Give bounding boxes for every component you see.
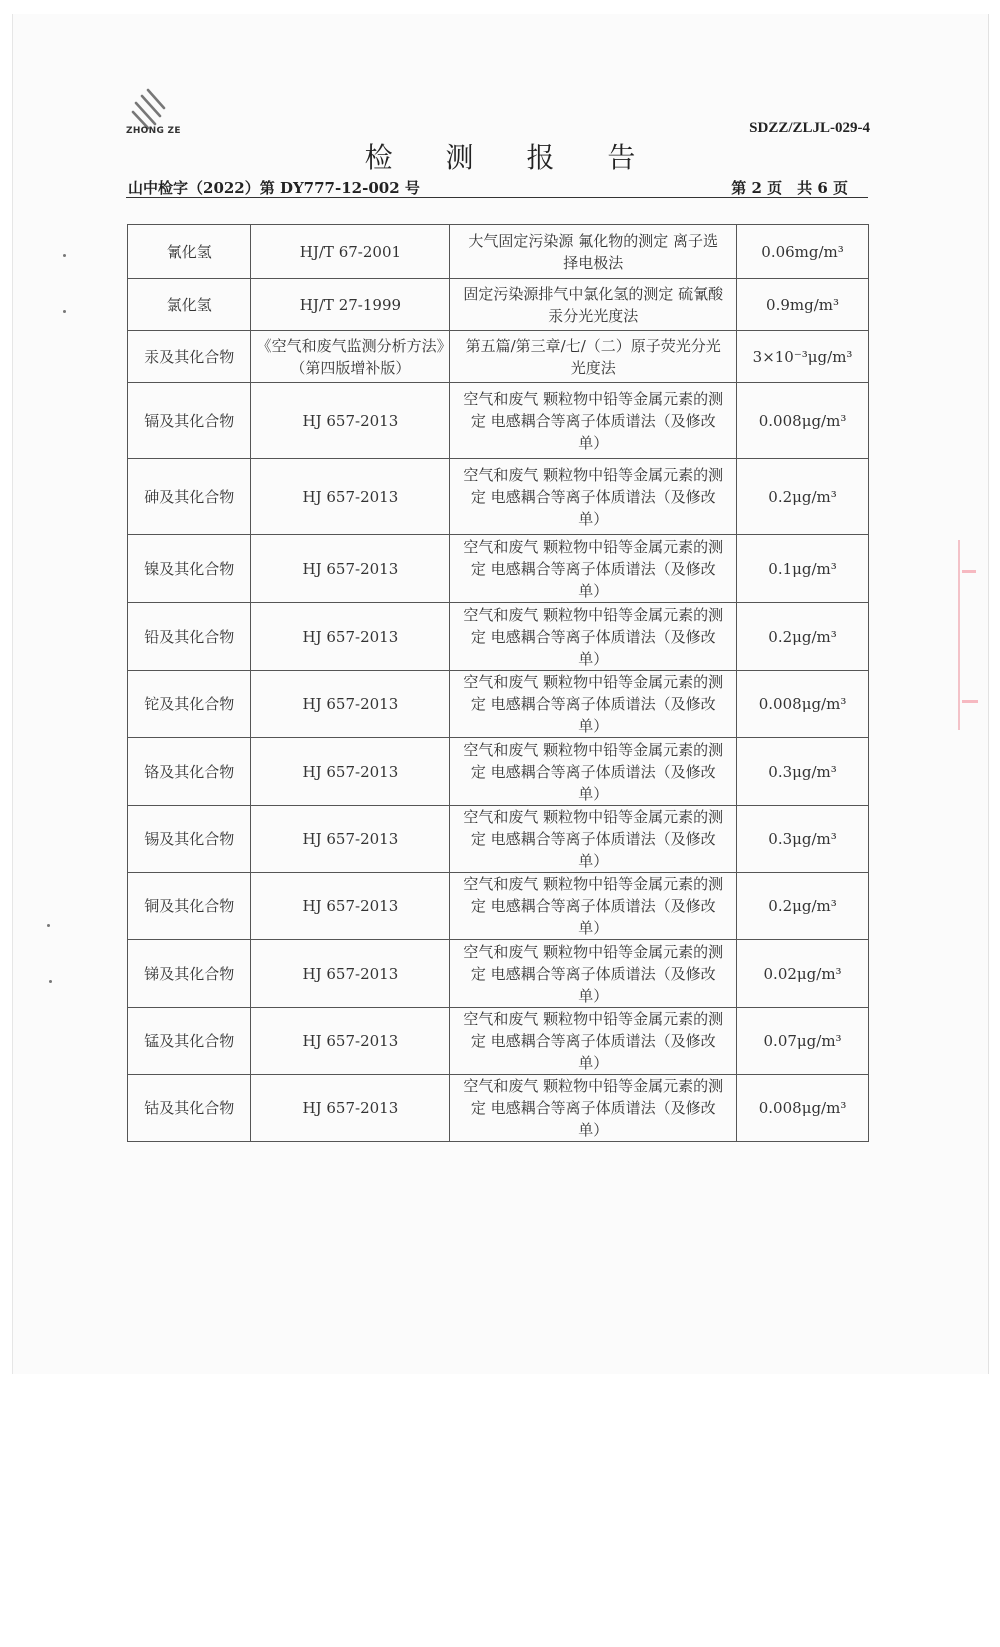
document-code: SDZZ/ZLJL-029-4 <box>749 120 870 136</box>
detection-limit-cell <box>737 671 869 738</box>
scan-speck <box>63 310 66 313</box>
analyte-cell-text: 汞及其化合物 <box>144 347 235 366</box>
method-cell <box>450 459 737 535</box>
detection-limit-cell <box>737 940 869 1008</box>
page-title: 检 测 报 告 <box>364 141 658 174</box>
analyte-cell <box>128 1075 251 1142</box>
detection-limit-cell-text: 0.06mg/m³ <box>761 242 844 261</box>
method-cell <box>450 940 737 1008</box>
detection-limit-cell <box>737 225 869 279</box>
analyte-cell <box>128 535 251 603</box>
detection-limit-cell <box>737 603 869 671</box>
method-cell <box>450 331 737 383</box>
table-row <box>128 1008 869 1075</box>
page-counter: 第 2 页 共 6 页 <box>731 179 848 197</box>
analyte-cell-text: 氰化氢 <box>166 242 212 261</box>
method-cell-text: 空气和废气 颗粒物中铅等金属元素的测定 电感耦合等离子体质谱法（及修改单） <box>463 875 724 937</box>
method-cell-text: 空气和废气 颗粒物中铅等金属元素的测定 电感耦合等离子体质谱法（及修改单） <box>463 1010 724 1072</box>
detection-limit-cell <box>737 383 869 459</box>
analyte-cell <box>128 603 251 671</box>
table-row <box>128 459 869 535</box>
method-cell-text: 空气和废气 颗粒物中铅等金属元素的测定 电感耦合等离子体质谱法（及修改单） <box>463 465 724 528</box>
method-cell <box>450 535 737 603</box>
scan-speck <box>49 980 52 983</box>
analyte-cell-text: 砷及其化合物 <box>144 487 235 506</box>
method-cell-text: 空气和废气 颗粒物中铅等金属元素的测定 电感耦合等离子体质谱法（及修改单） <box>463 605 724 668</box>
standard-cell <box>251 535 450 603</box>
detection-limit-cell-text: 0.02μg/m³ <box>763 964 842 983</box>
table-row <box>128 535 869 603</box>
method-cell <box>450 225 737 279</box>
standard-cell <box>251 331 450 383</box>
detection-limit-cell-text: 0.3μg/m³ <box>768 830 837 848</box>
logo-text: ZHONG ZE <box>126 126 181 136</box>
method-cell-text: 大气固定污染源 氟化物的测定 离子选择电极法 <box>468 231 718 272</box>
detection-limit-cell <box>737 535 869 603</box>
standard-cell-text: HJ 657-2013 <box>302 627 399 646</box>
table-row <box>128 225 869 279</box>
analyte-cell <box>128 459 251 535</box>
method-cell-text: 固定污染源排气中氯化氢的测定 硫氰酸汞分光光度法 <box>463 284 724 325</box>
method-cell-text: 空气和废气 颗粒物中铅等金属元素的测定 电感耦合等离子体质谱法（及修改单） <box>463 673 724 735</box>
detection-limit-cell-text: 0.2μg/m³ <box>768 487 837 506</box>
standard-cell <box>251 671 450 738</box>
method-cell-text: 空气和废气 颗粒物中铅等金属元素的测定 电感耦合等离子体质谱法（及修改单） <box>463 808 724 870</box>
standard-cell-text: HJ 657-2013 <box>302 487 399 506</box>
detection-limit-cell <box>737 1075 869 1142</box>
method-cell <box>450 1075 737 1142</box>
analyte-cell-text: 铜及其化合物 <box>144 897 235 915</box>
table-row <box>128 1075 869 1142</box>
detection-limit-cell <box>737 331 869 383</box>
standard-cell <box>251 603 450 671</box>
analyte-cell-text: 钴及其化合物 <box>144 1099 235 1117</box>
detection-limit-cell-text: 0.008μg/m³ <box>758 695 847 713</box>
scan-speck <box>47 924 50 927</box>
analyte-cell <box>128 279 251 331</box>
standard-cell <box>251 738 450 806</box>
standard-cell <box>251 279 450 331</box>
analyte-cell <box>128 671 251 738</box>
test-method-table <box>127 224 869 1142</box>
standard-cell-text: HJ 657-2013 <box>302 411 399 430</box>
standard-cell-text: HJ 657-2013 <box>302 964 399 983</box>
detection-limit-cell-text: 0.1μg/m³ <box>768 559 837 578</box>
analyte-cell-text: 铬及其化合物 <box>144 762 235 781</box>
method-cell <box>450 279 737 331</box>
standard-cell-text: HJ 657-2013 <box>302 1099 399 1117</box>
standard-cell <box>251 383 450 459</box>
analyte-cell <box>128 225 251 279</box>
analyte-cell-text: 锰及其化合物 <box>144 1032 235 1050</box>
detection-limit-cell <box>737 459 869 535</box>
method-cell <box>450 873 737 940</box>
method-cell <box>450 603 737 671</box>
method-cell-text: 空气和废气 颗粒物中铅等金属元素的测定 电感耦合等离子体质谱法（及修改单） <box>463 389 724 452</box>
method-cell-text: 空气和废气 颗粒物中铅等金属元素的测定 电感耦合等离子体质谱法（及修改单） <box>463 740 724 803</box>
analyte-cell-text: 铊及其化合物 <box>144 695 235 713</box>
standard-cell <box>251 873 450 940</box>
table-row <box>128 383 869 459</box>
standard-cell-text: HJ 657-2013 <box>302 897 399 915</box>
detection-limit-cell-text: 0.07μg/m³ <box>763 1032 842 1050</box>
detection-limit-cell-text: 0.9mg/m³ <box>766 295 840 314</box>
table-row <box>128 671 869 738</box>
standard-cell-text: HJ 657-2013 <box>302 559 399 578</box>
analyte-cell <box>128 383 251 459</box>
analyte-cell <box>128 331 251 383</box>
header-divider <box>126 197 868 198</box>
standard-cell <box>251 1075 450 1142</box>
detection-limit-cell-text: 0.2μg/m³ <box>768 897 837 915</box>
standard-cell-text: HJ 657-2013 <box>302 762 399 781</box>
red-seal-edge <box>958 540 984 730</box>
detection-limit-cell-text: 0.2μg/m³ <box>768 627 837 646</box>
analyte-cell <box>128 873 251 940</box>
analyte-cell-text: 氯化氢 <box>166 295 212 314</box>
detection-limit-cell <box>737 279 869 331</box>
analyte-cell-text: 锡及其化合物 <box>144 830 235 848</box>
standard-cell-text: 《空气和废气监测分析方法》（第四版增补版） <box>256 336 445 377</box>
method-cell-text: 空气和废气 颗粒物中铅等金属元素的测定 电感耦合等离子体质谱法（及修改单） <box>463 942 724 1005</box>
standard-cell <box>251 806 450 873</box>
detection-limit-cell <box>737 738 869 806</box>
analyte-cell <box>128 738 251 806</box>
detection-limit-cell <box>737 1008 869 1075</box>
detection-limit-cell-text: 0.008μg/m³ <box>758 1099 847 1117</box>
standard-cell <box>251 1008 450 1075</box>
detection-limit-cell <box>737 873 869 940</box>
table-row <box>128 279 869 331</box>
method-cell <box>450 383 737 459</box>
table-row <box>128 806 869 873</box>
standard-cell-text: HJ 657-2013 <box>302 695 399 713</box>
method-cell <box>450 671 737 738</box>
detection-limit-cell-text: 0.008μg/m³ <box>758 411 847 430</box>
standard-cell-text: HJ/T 27-1999 <box>299 295 402 314</box>
table-row <box>128 603 869 671</box>
analyte-cell <box>128 806 251 873</box>
standard-cell <box>251 225 450 279</box>
method-cell <box>450 806 737 873</box>
analyte-cell <box>128 940 251 1008</box>
detection-limit-cell-text: 0.3μg/m³ <box>768 762 837 781</box>
analyte-cell-text: 铅及其化合物 <box>144 627 235 646</box>
analyte-cell <box>128 1008 251 1075</box>
report-number: 山中检字（2022）第 DY777-12-002 号 <box>128 179 420 197</box>
standard-cell <box>251 940 450 1008</box>
standard-cell <box>251 459 450 535</box>
method-cell <box>450 1008 737 1075</box>
analyte-cell-text: 镍及其化合物 <box>144 559 235 578</box>
scan-speck <box>63 254 66 257</box>
table-row <box>128 940 869 1008</box>
standard-cell-text: HJ 657-2013 <box>302 1032 399 1050</box>
analyte-cell-text: 镉及其化合物 <box>144 411 235 430</box>
table-row <box>128 873 869 940</box>
method-cell-text: 空气和废气 颗粒物中铅等金属元素的测定 电感耦合等离子体质谱法（及修改单） <box>463 1077 724 1139</box>
standard-cell-text: HJ/T 67-2001 <box>299 242 402 261</box>
table-row <box>128 331 869 383</box>
method-cell <box>450 738 737 806</box>
method-cell-text: 空气和废气 颗粒物中铅等金属元素的测定 电感耦合等离子体质谱法（及修改单） <box>463 537 724 600</box>
detection-limit-cell <box>737 806 869 873</box>
detection-limit-cell-text: 3×10⁻³μg/m³ <box>752 347 853 366</box>
standard-cell-text: HJ 657-2013 <box>302 830 399 848</box>
table-row <box>128 738 869 806</box>
analyte-cell-text: 锑及其化合物 <box>144 964 235 983</box>
method-cell-text: 第五篇/第三章/七/（二）原子荧光分光光度法 <box>465 336 721 377</box>
